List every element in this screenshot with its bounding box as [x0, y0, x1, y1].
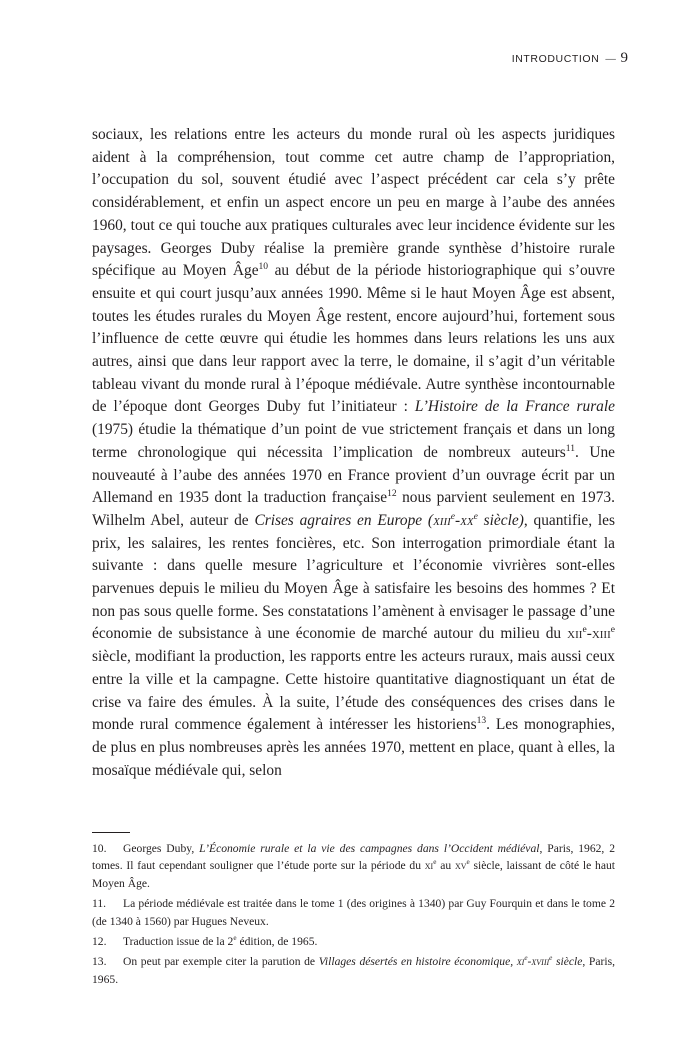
footnote-text: siècle, laissant de côté le haut Moyen Âge. — [92, 859, 615, 890]
running-title: INTRODUCTION — [511, 53, 600, 65]
footnote-10 — [92, 840, 615, 892]
text-segment: sociaux, les relations entre les acteurs du monde rural où les aspects juridiques aident à la compréhension, tout comme cet autre champ de l’appropriation, l’occupation du sol, souvent étudié avec l’aspect précédent car cela s’y prête considérablement, et enfin un aspect encore un peu en marge à l’aube des années 1960, tout ce qui touche aux pratiques culturales avec leur incidence évidente sur les paysages. Georges Duby réalise la première grande synthèse d’histoire rurale spécifique au Moyen Âge — [92, 126, 615, 280]
footnote-text: Georges Duby, — [123, 842, 200, 855]
century-numeral: xii — [567, 625, 583, 643]
footnote-12 — [92, 933, 615, 950]
running-head-separator: — — [605, 53, 617, 65]
footnote-title — [319, 955, 583, 968]
note-ref-10: 10 — [258, 261, 269, 273]
note-ref-13: 13 — [476, 715, 487, 727]
century-numeral: xiii — [433, 511, 451, 529]
footnote-text: , Paris, 1965. — [92, 955, 615, 986]
century-numeral: xx — [460, 511, 474, 529]
footnote-text: au — [436, 859, 455, 873]
text-segment: au début de la période historiographique qui s’ouvre ensuite et qui court jusqu’aux années 1990. Même si le haut Moyen Âge est absent, toutes les études rurales du Moyen Âge restent, encore aujourd’hui, fortement sous l’influence de cette œuvre qui étudie les hommes dans leurs relations les uns aux autres, ainsi que dans leur rapport avec la terre, le domaine, il s’agit d’un véritable tableau vivant du monde rural à l’époque médiévale. Autre synthèse incontournable de l’époque dont Georges Duby fut l’initiateur : — [92, 262, 615, 416]
footnote-text: édition, de 1965. — [236, 935, 318, 949]
edition-suffix: e — [233, 934, 237, 943]
century-numeral: xiii — [591, 625, 611, 643]
note-ref-12: 12 — [387, 488, 397, 500]
text-segment: nous parvient seulement en 1973. Wilhelm Abel, auteur de — [92, 489, 615, 529]
footnote-text: , Paris, 1962, 2 tomes. Il faut cependant souligner que l’étude porte sur la période du — [92, 842, 616, 873]
text-segment: . Une nouveauté à l’aube des années 1970 en France provient d’un ouvrage écrit par un Allemand en 1935 dont la traduction française — [92, 443, 615, 507]
footnote-rule — [92, 832, 130, 833]
century-numeral: xi — [424, 859, 434, 873]
page-number: 9 — [620, 50, 628, 66]
century-suffix: e — [524, 954, 528, 963]
title-part: Villages désertés en histoire économique, — [318, 955, 517, 969]
century-suffix: e — [549, 954, 553, 963]
text-segment: siècle, modifiant la production, les rapports entre les acteurs ruraux, mais aussi ceux entre la ville et la campagne. Cette histoire quantitative diagnostiquant un état de crise va faire des émules. À la suite, l’étude des conséquences des crises dans le monde rural commence également à intéresser les historiens — [92, 648, 615, 734]
century-suffix: e — [466, 858, 470, 867]
text-segment: . Les monographies, de plus en plus nombreuses après les années 1970, mettent en place, quant à elles, la mosaïque médiévale qui, selon — [92, 716, 615, 779]
century-suffix: e — [450, 510, 456, 522]
footnote-11 — [92, 895, 615, 930]
note-ref-11: 11 — [565, 442, 575, 454]
century-suffix: e — [582, 624, 587, 636]
century-suffix: e — [433, 858, 437, 867]
footnote-text: Traduction issue de la 2 — [123, 935, 234, 949]
century-dash: - — [455, 511, 461, 529]
footnote-13 — [92, 953, 615, 988]
running-head — [512, 50, 628, 67]
footnote-title: L’Économie rurale et la vie des campagnes dans l’Occident médiéval — [199, 842, 540, 855]
title-histoire-france-rurale: L’Histoire de la France rurale — [414, 398, 615, 416]
footnote-text: La période médiévale est traitée dans le tome 1 (des origines à 1340) par Guy Fourquin et dans le tome 2 (de 1340 à 1560) par Hugues Neveux. — [92, 897, 615, 928]
footnote-number: 13. — [92, 955, 107, 969]
century-numeral: xviii — [531, 955, 550, 969]
century-suffix: e — [473, 510, 478, 522]
century-numeral: xi — [516, 955, 525, 969]
text-segment: , quantifie, les prix, les salaires, les rentes foncières, etc. Son interrogation primordiale étant la suivante : dans quelle mesure l’agriculture et l’économie vivrières sont-elles parvenues depuis le milieu du Moyen Âge à satisfaire les besoins des hommes ? Et non pas sous quelle forme. Ses constatations l’amènent à envisager le passage d’une économie de subsistance à une économie de marché autour du milieu du — [92, 511, 615, 643]
footnote-number: 12. — [92, 935, 107, 949]
text-segment: (1975) étudie la thématique d’un point de vue strictement français et dans un long terme chronologique qui nécessita l’implication de nombreux auteurs — [92, 421, 615, 461]
century-suffix: e — [610, 624, 615, 636]
title-part: Crises agraires en Europe ( — [254, 511, 434, 529]
footnote-number: 10. — [92, 842, 107, 855]
century-dash: - — [586, 625, 592, 643]
main-text — [92, 124, 615, 782]
century-numeral: xv — [454, 859, 467, 873]
title-part: siècle — [552, 955, 583, 969]
century-dash: - — [527, 955, 532, 969]
footnote-number: 11. — [92, 897, 107, 911]
title-part: siècle) — [477, 511, 524, 529]
body-paragraph — [92, 124, 615, 782]
title-crises-agraires — [254, 512, 523, 529]
footnotes — [92, 840, 615, 991]
footnote-text: On peut par exemple citer la parution de — [123, 955, 319, 969]
